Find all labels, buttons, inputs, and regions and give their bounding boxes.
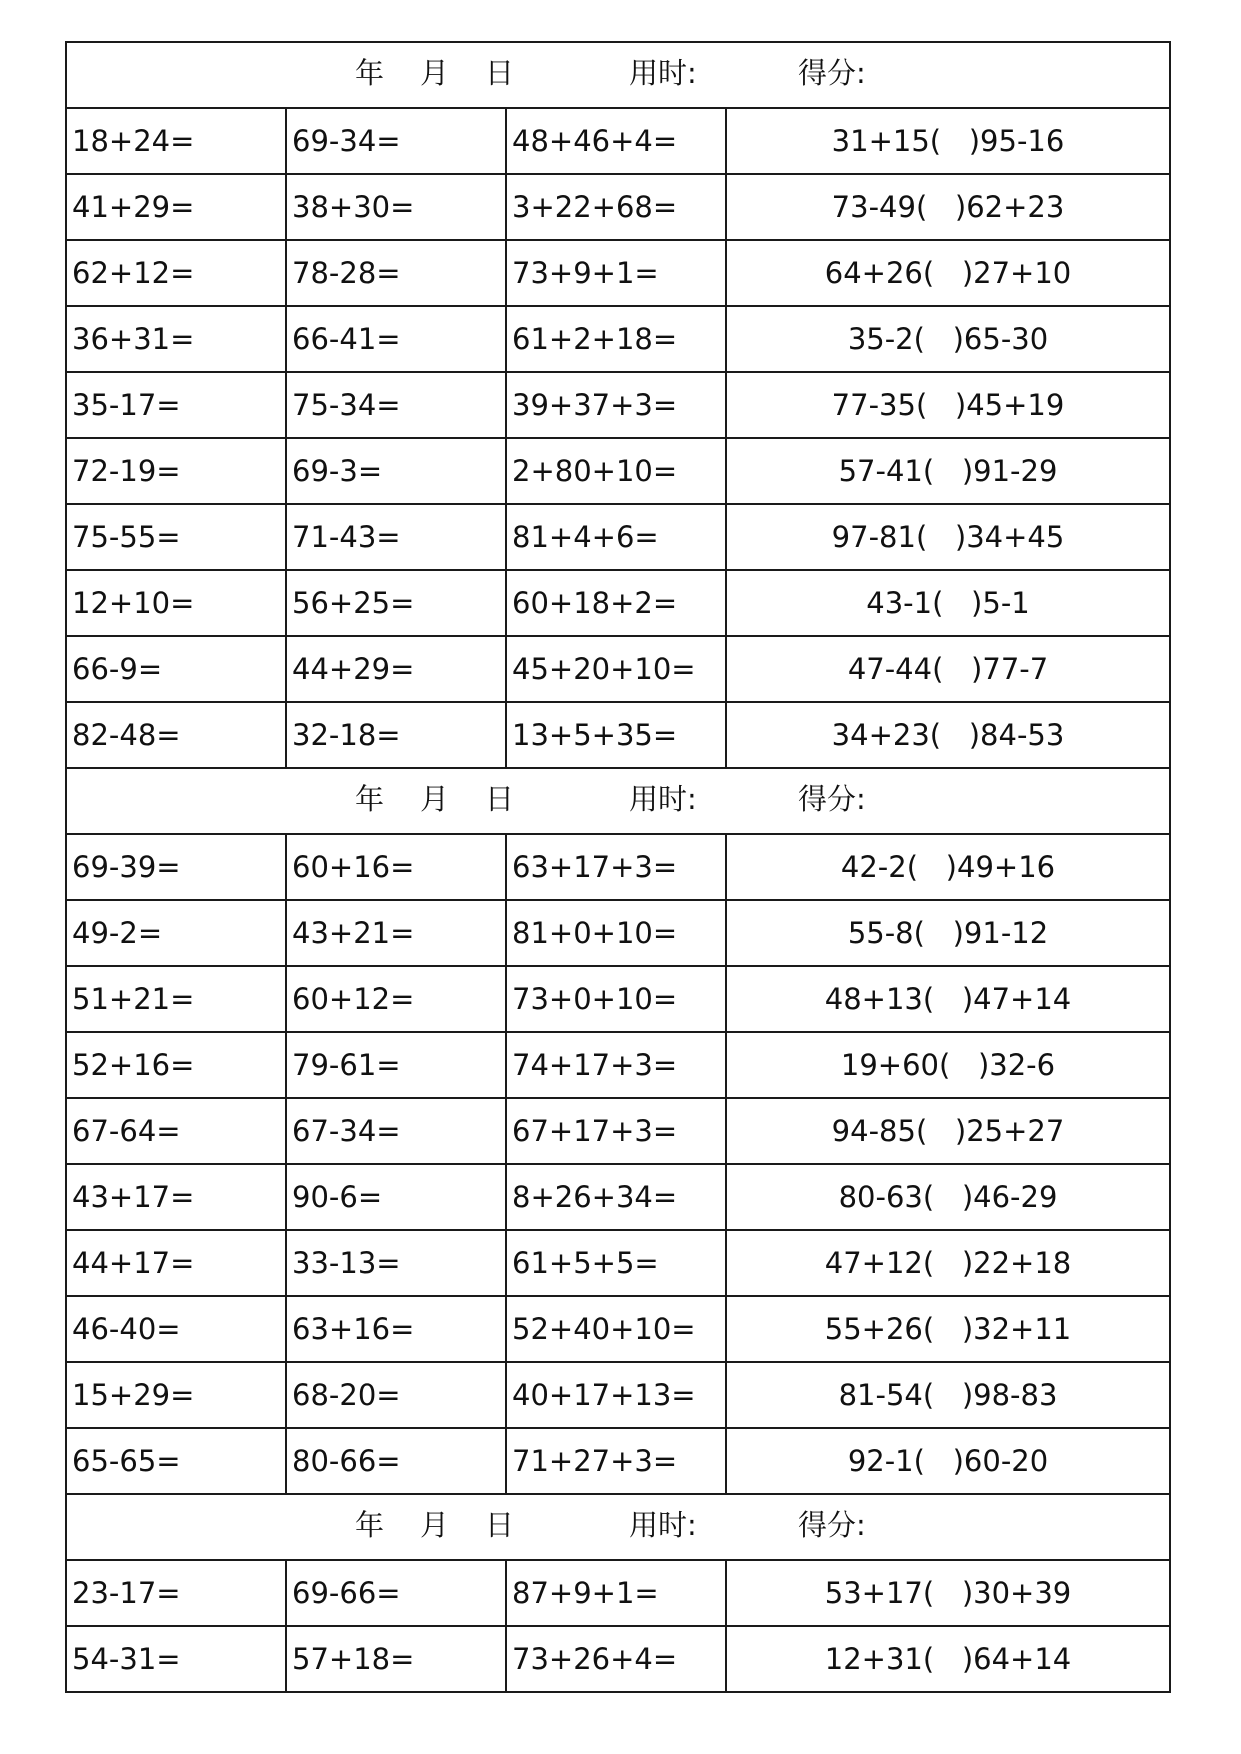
- comparison-problem: 55+26( )32+11: [726, 1296, 1170, 1362]
- comparison-problem: 77-35( )45+19: [726, 372, 1170, 438]
- comparison-problem: 53+17( )30+39: [726, 1560, 1170, 1626]
- arithmetic-problem: 75-34=: [286, 372, 506, 438]
- year-label: 年: [355, 1508, 385, 1542]
- arithmetic-problem: 46-40=: [66, 1296, 286, 1362]
- arithmetic-problem: 66-41=: [286, 306, 506, 372]
- problem-row: [66, 702, 1170, 768]
- problem-row: [66, 636, 1170, 702]
- arithmetic-problem: 38+30=: [286, 174, 506, 240]
- arithmetic-problem: 60+18+2=: [506, 570, 726, 636]
- arithmetic-problem: 56+25=: [286, 570, 506, 636]
- problem-row: [66, 1164, 1170, 1230]
- comparison-problem: 19+60( )32-6: [726, 1032, 1170, 1098]
- comparison-problem: 47+12( )22+18: [726, 1230, 1170, 1296]
- problem-row: [66, 1428, 1170, 1494]
- comparison-problem: 34+23( )84-53: [726, 702, 1170, 768]
- arithmetic-problem: 61+2+18=: [506, 306, 726, 372]
- comparison-problem: 43-1( )5-1: [726, 570, 1170, 636]
- arithmetic-problem: 45+20+10=: [506, 636, 726, 702]
- month-label: 月: [420, 56, 450, 90]
- comparison-problem: 55-8( )91-12: [726, 900, 1170, 966]
- arithmetic-problem: 67-64=: [66, 1098, 286, 1164]
- arithmetic-problem: 72-19=: [66, 438, 286, 504]
- arithmetic-problem: 15+29=: [66, 1362, 286, 1428]
- arithmetic-problem: 52+16=: [66, 1032, 286, 1098]
- score-label: 得分:: [798, 782, 866, 816]
- arithmetic-problem: 80-66=: [286, 1428, 506, 1494]
- arithmetic-problem: 51+21=: [66, 966, 286, 1032]
- arithmetic-problem: 35-17=: [66, 372, 286, 438]
- arithmetic-problem: 43+21=: [286, 900, 506, 966]
- arithmetic-problem: 12+10=: [66, 570, 286, 636]
- arithmetic-problem: 48+46+4=: [506, 108, 726, 174]
- arithmetic-problem: 62+12=: [66, 240, 286, 306]
- section-header-row: [66, 1494, 1170, 1560]
- arithmetic-problem: 71-43=: [286, 504, 506, 570]
- arithmetic-problem: 69-39=: [66, 834, 286, 900]
- arithmetic-problem: 3+22+68=: [506, 174, 726, 240]
- comparison-problem: 47-44( )77-7: [726, 636, 1170, 702]
- problem-row: [66, 1362, 1170, 1428]
- section-header-row: [66, 768, 1170, 834]
- comparison-problem: 94-85( )25+27: [726, 1098, 1170, 1164]
- comparison-problem: 80-63( )46-29: [726, 1164, 1170, 1230]
- comparison-problem: 12+31( )64+14: [726, 1626, 1170, 1692]
- arithmetic-problem: 66-9=: [66, 636, 286, 702]
- problem-row: [66, 108, 1170, 174]
- arithmetic-problem: 44+29=: [286, 636, 506, 702]
- problem-row: [66, 504, 1170, 570]
- comparison-problem: 35-2( )65-30: [726, 306, 1170, 372]
- time-used-label: 用时:: [629, 1508, 697, 1542]
- arithmetic-problem: 39+37+3=: [506, 372, 726, 438]
- arithmetic-problem: 65-65=: [66, 1428, 286, 1494]
- arithmetic-problem: 63+17+3=: [506, 834, 726, 900]
- arithmetic-problem: 8+26+34=: [506, 1164, 726, 1230]
- day-label: 日: [485, 56, 515, 90]
- arithmetic-problem: 73+9+1=: [506, 240, 726, 306]
- comparison-problem: 31+15( )95-16: [726, 108, 1170, 174]
- arithmetic-problem: 81+4+6=: [506, 504, 726, 570]
- arithmetic-problem: 81+0+10=: [506, 900, 726, 966]
- arithmetic-problem: 40+17+13=: [506, 1362, 726, 1428]
- section-header-row: [66, 42, 1170, 108]
- arithmetic-problem: 63+16=: [286, 1296, 506, 1362]
- comparison-problem: 57-41( )91-29: [726, 438, 1170, 504]
- month-label: 月: [420, 782, 450, 816]
- arithmetic-problem: 75-55=: [66, 504, 286, 570]
- year-label: 年: [355, 56, 385, 90]
- arithmetic-problem: 2+80+10=: [506, 438, 726, 504]
- arithmetic-problem: 18+24=: [66, 108, 286, 174]
- problem-row: [66, 1296, 1170, 1362]
- problem-row: [66, 1626, 1170, 1692]
- comparison-problem: 97-81( )34+45: [726, 504, 1170, 570]
- arithmetic-problem: 23-17=: [66, 1560, 286, 1626]
- problem-row: [66, 966, 1170, 1032]
- problem-row: [66, 306, 1170, 372]
- arithmetic-problem: 44+17=: [66, 1230, 286, 1296]
- arithmetic-problem: 60+16=: [286, 834, 506, 900]
- arithmetic-problem: 90-6=: [286, 1164, 506, 1230]
- arithmetic-problem: 54-31=: [66, 1626, 286, 1692]
- problem-row: [66, 372, 1170, 438]
- arithmetic-problem: 49-2=: [66, 900, 286, 966]
- arithmetic-problem: 74+17+3=: [506, 1032, 726, 1098]
- problem-row: [66, 1032, 1170, 1098]
- arithmetic-problem: 32-18=: [286, 702, 506, 768]
- month-label: 月: [420, 1508, 450, 1542]
- arithmetic-problem: 43+17=: [66, 1164, 286, 1230]
- arithmetic-problem: 41+29=: [66, 174, 286, 240]
- time-used-label: 用时:: [629, 56, 697, 90]
- arithmetic-problem: 61+5+5=: [506, 1230, 726, 1296]
- worksheet-table: [65, 41, 1171, 1693]
- problem-row: [66, 570, 1170, 636]
- arithmetic-problem: 87+9+1=: [506, 1560, 726, 1626]
- arithmetic-problem: 69-3=: [286, 438, 506, 504]
- arithmetic-problem: 68-20=: [286, 1362, 506, 1428]
- arithmetic-problem: 69-66=: [286, 1560, 506, 1626]
- year-label: 年: [355, 782, 385, 816]
- problem-row: [66, 174, 1170, 240]
- problem-row: [66, 240, 1170, 306]
- arithmetic-problem: 67+17+3=: [506, 1098, 726, 1164]
- arithmetic-problem: 57+18=: [286, 1626, 506, 1692]
- problem-row: [66, 900, 1170, 966]
- arithmetic-problem: 52+40+10=: [506, 1296, 726, 1362]
- comparison-problem: 73-49( )62+23: [726, 174, 1170, 240]
- comparison-problem: 92-1( )60-20: [726, 1428, 1170, 1494]
- time-used-label: 用时:: [629, 782, 697, 816]
- arithmetic-problem: 73+26+4=: [506, 1626, 726, 1692]
- day-label: 日: [485, 1508, 515, 1542]
- arithmetic-problem: 71+27+3=: [506, 1428, 726, 1494]
- problem-row: [66, 1560, 1170, 1626]
- arithmetic-problem: 67-34=: [286, 1098, 506, 1164]
- arithmetic-problem: 60+12=: [286, 966, 506, 1032]
- score-label: 得分:: [798, 56, 866, 90]
- score-label: 得分:: [798, 1508, 866, 1542]
- arithmetic-problem: 82-48=: [66, 702, 286, 768]
- arithmetic-problem: 13+5+35=: [506, 702, 726, 768]
- arithmetic-problem: 69-34=: [286, 108, 506, 174]
- problem-row: [66, 438, 1170, 504]
- problem-row: [66, 834, 1170, 900]
- comparison-problem: 48+13( )47+14: [726, 966, 1170, 1032]
- arithmetic-problem: 33-13=: [286, 1230, 506, 1296]
- arithmetic-problem: 36+31=: [66, 306, 286, 372]
- comparison-problem: 81-54( )98-83: [726, 1362, 1170, 1428]
- section-header: [66, 42, 1170, 108]
- problem-row: [66, 1098, 1170, 1164]
- section-header: [66, 768, 1170, 834]
- problem-row: [66, 1230, 1170, 1296]
- arithmetic-problem: 73+0+10=: [506, 966, 726, 1032]
- comparison-problem: 64+26( )27+10: [726, 240, 1170, 306]
- comparison-problem: 42-2( )49+16: [726, 834, 1170, 900]
- day-label: 日: [485, 782, 515, 816]
- section-header: [66, 1494, 1170, 1560]
- arithmetic-problem: 79-61=: [286, 1032, 506, 1098]
- arithmetic-problem: 78-28=: [286, 240, 506, 306]
